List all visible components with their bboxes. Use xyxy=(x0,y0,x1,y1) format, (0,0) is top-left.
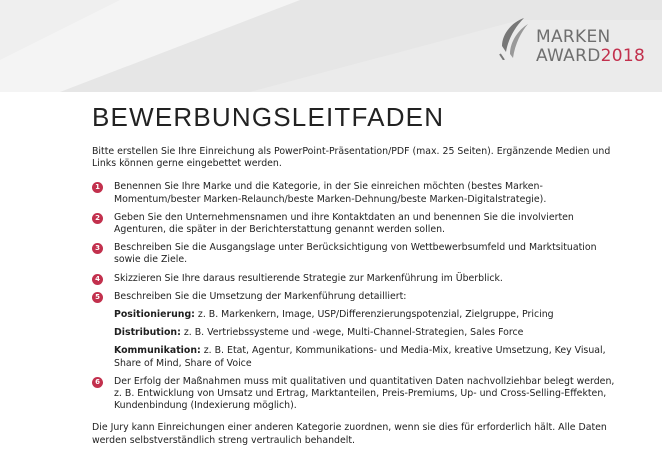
step-item xyxy=(92,242,622,266)
step-number-badge: 6 xyxy=(92,377,103,388)
step-text: Skizzieren Sie Ihre daraus resultierende Strategie zur Markenführung im Überblick. xyxy=(114,272,503,284)
subpoint-text: z. B. Etat, Agentur, Kommunikations- und Media-Mix, kreative Umsetzung, Key Visual, Share of Mind, Share of Voice xyxy=(114,345,606,369)
marken-award-logo xyxy=(494,16,654,76)
step-number-badge: 3 xyxy=(92,243,103,254)
step-number-badge: 4 xyxy=(92,274,103,285)
logo-line-award xyxy=(536,48,645,65)
step-text: Der Erfolg der Maßnahmen muss mit qualitativen und quantitativen Daten nachvollziehbar belegt werden, z. B. Entwicklung von Umsatz und Ertrag, Marktanteilen, Preis-Premiums, Up- und Cross-Selling-Effekten, Kundenbindung (Indexierung möglich). xyxy=(114,375,615,412)
guide-content xyxy=(92,146,622,456)
subpoint-term: Positionierung: xyxy=(114,309,195,321)
header-band xyxy=(0,0,662,92)
outro-paragraph: Die Jury kann Einreichungen einer anderen Kategorie zuordnen, wenn sie dies für erforderlich hält. Alle Daten werden selbstverständlich streng vertraulich behandelt. xyxy=(92,422,607,446)
subpoint-text: z. B. Markenkern, Image, USP/Differenzierungspotenzial, Zielgruppe, Pricing xyxy=(194,309,554,321)
step-item xyxy=(92,181,622,205)
subpoint-item xyxy=(92,327,622,339)
step-text: Geben Sie den Unternehmensnamen und ihre Kontaktdaten an und benennen Sie die involvierten Agenturen, die später in der Berichterstattung genannt werden sollen. xyxy=(114,211,574,236)
step-text: Benennen Sie Ihre Marke und die Kategorie, in der Sie einreichen möchten (bestes Marken-Momentum/bester Marken-Relaunch/beste Marken-Dehnung/beste Marken-Digitalstrategie). xyxy=(114,181,547,205)
step-item xyxy=(92,376,622,413)
step-number-badge: 1 xyxy=(92,182,103,193)
logo-line-marken: MARKEN xyxy=(536,27,611,47)
intro-paragraph: Bitte erstellen Sie Ihre Einreichung als PowerPoint-Präsentation/PDF (max. 25 Seiten). Ergänzende Medien und Links können gerne eingebettet werden. xyxy=(92,146,611,170)
subpoint-item xyxy=(92,309,622,321)
step-item xyxy=(92,273,622,285)
logo-year: 2018 xyxy=(600,46,646,66)
step-text: Beschreiben Sie die Ausgangslage unter Berücksichtigung von Wettbewerbsumfeld und Marktsituation sowie die Ziele. xyxy=(114,242,597,266)
steps-list xyxy=(92,181,622,412)
subpoint-item xyxy=(92,345,622,369)
step-number-badge: 2 xyxy=(92,213,103,224)
subpoint-term: Distribution: xyxy=(114,327,181,339)
subpoint-text: z. B. Vertriebssysteme und -wege, Multi-Channel-Strategien, Sales Force xyxy=(180,327,524,339)
step-text: Beschreiben Sie die Umsetzung der Markenführung detailliert: xyxy=(114,290,407,302)
logo-award-word: AWARD xyxy=(536,46,601,66)
step-item xyxy=(92,212,622,236)
page-title: BEWERBUNGSLEITFADEN xyxy=(92,102,445,132)
feather-icon xyxy=(494,16,532,60)
subpoint-term: Kommunikation: xyxy=(114,345,201,357)
step-item xyxy=(92,291,622,303)
step-number-badge: 5 xyxy=(92,292,103,303)
